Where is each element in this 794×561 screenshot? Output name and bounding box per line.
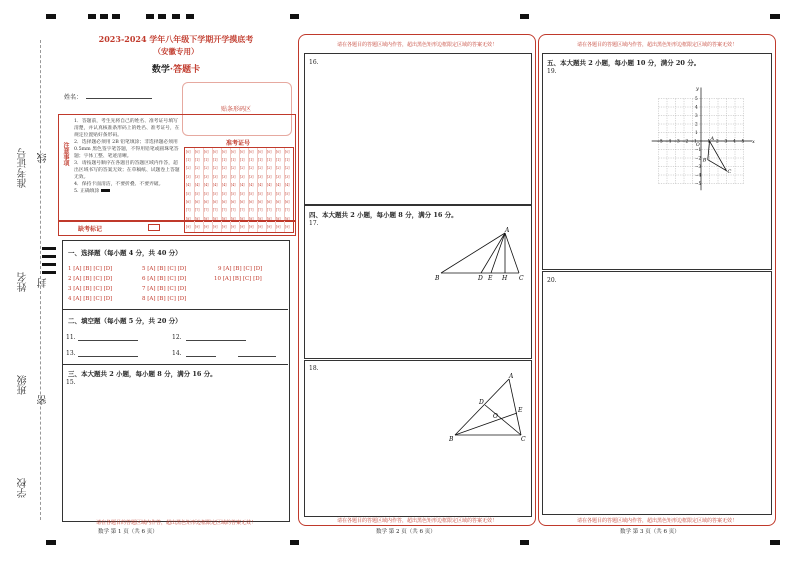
exam-no-bubble[interactable]: [0] — [195, 149, 200, 154]
exam-no-bubble[interactable]: [2] — [267, 166, 272, 171]
exam-no-bubble[interactable]: [2] — [240, 166, 245, 171]
q18-vertex-d: D — [479, 399, 484, 406]
exam-no-bubble[interactable]: [0] — [186, 149, 191, 154]
registration-mark — [100, 14, 108, 19]
absent-checkbox[interactable] — [148, 224, 160, 231]
exam-no-bubble[interactable]: [8] — [213, 216, 218, 221]
exam-no-bubble[interactable]: [8] — [285, 216, 290, 221]
exam-no-bubble[interactable]: [3] — [222, 174, 227, 179]
notice-item: 2．选择题必须用 2B 铅笔填涂；非选择题必须用 0.5mm 黑色签字笔答题，不得用铅笔或圆珠笔答题；字体工整、笔迹清晰。 — [74, 140, 179, 159]
exam-no-bubble[interactable]: [3] — [285, 174, 290, 179]
exam-no-bubble[interactable]: [1] — [285, 157, 290, 162]
q16-label: 16. — [309, 59, 319, 66]
exam-no-bubble[interactable]: [5] — [186, 191, 191, 196]
exam-no-bubble[interactable]: [3] — [240, 174, 245, 179]
side-seal: 封 — [38, 278, 49, 288]
exam-no-bubble[interactable]: [2] — [258, 166, 263, 171]
registration-mark — [42, 271, 56, 274]
side-line: 线 — [38, 153, 49, 163]
y-tick-label: 1 — [695, 130, 698, 135]
exam-no-bubble[interactable]: [4] — [267, 183, 272, 188]
panel-page-1 — [58, 34, 294, 524]
fill-example — [74, 188, 180, 195]
exam-no-bubble[interactable]: [7] — [213, 208, 218, 213]
x-tick-label: 3 — [724, 138, 728, 144]
q17-vertex-h: H — [502, 275, 508, 282]
exam-no-bubble[interactable]: [9] — [267, 225, 272, 230]
x-tick-label: 2 — [716, 138, 719, 144]
footer-warning: 请在各题目的答题区域内作答，超出黑色矩形边框限定区域的答案无效！ — [95, 520, 256, 526]
exam-no-bubble[interactable]: [6] — [195, 199, 200, 204]
exam-no-title: 准考证号 — [225, 140, 250, 147]
side-school: 学校 — [18, 478, 29, 498]
notice-item: 4．保持卡面清洁，不要折叠、不要弄破。 — [74, 182, 164, 187]
exam-no-bubble[interactable]: [9] — [285, 225, 290, 230]
exam-no-bubble[interactable]: [4] — [195, 183, 200, 188]
exam-no-bubble[interactable]: [8] — [267, 216, 272, 221]
x-axis-label: x — [752, 139, 755, 145]
exam-no-bubble[interactable]: [5] — [195, 191, 200, 196]
exam-no-bubble[interactable]: [8] — [222, 216, 227, 221]
exam-no-bubble[interactable]: [9] — [249, 225, 254, 230]
answer-area — [62, 240, 290, 522]
registration-mark — [770, 14, 780, 19]
q17-vertex-b: B — [435, 275, 440, 282]
side-name: 姓名 — [18, 272, 29, 292]
exam-no-bubble[interactable]: [8] — [195, 216, 200, 221]
y-tick-label: 3 — [695, 113, 698, 118]
x-tick-label: 5 — [741, 138, 745, 144]
exam-no-bubble[interactable]: [4] — [258, 183, 263, 188]
q18-label: 18. — [309, 365, 319, 372]
exam-no-bubble[interactable]: [7] — [231, 208, 236, 213]
exam-no-bubble[interactable]: [9] — [240, 225, 245, 230]
vertex-a: A — [710, 136, 715, 142]
side-exam-no: 准考证号 — [18, 148, 29, 188]
name-field[interactable] — [86, 98, 152, 99]
notice-text — [74, 118, 180, 195]
registration-mark — [46, 14, 56, 19]
y-axis-label: y — [696, 86, 699, 92]
triangle-abc — [707, 138, 728, 171]
section-choice-title: 一、选择题（每小题 4 分，共 40 分） — [68, 249, 182, 257]
q18-vertex-e: E — [518, 407, 523, 414]
exam-no-bubble[interactable]: [6] — [276, 199, 281, 204]
exam-no-bubble[interactable]: [3] — [267, 174, 272, 179]
registration-mark — [158, 14, 166, 19]
registration-mark — [46, 540, 56, 545]
exam-no-bubble[interactable]: [0] — [204, 149, 209, 154]
exam-no-bubble[interactable]: [3] — [249, 174, 254, 179]
exam-no-bubble[interactable]: [3] — [186, 174, 191, 179]
exam-no-bubble[interactable]: [0] — [240, 149, 245, 154]
x-tick-label: 4 — [733, 138, 736, 144]
exam-no-bubble[interactable]: [7] — [267, 208, 272, 213]
section-fill-title: 二、填空题（每小题 5 分，共 20 分） — [68, 317, 182, 325]
panel-page-2 — [298, 34, 536, 526]
panel-page-3 — [538, 34, 776, 526]
exam-no-bubble[interactable]: [6] — [213, 199, 218, 204]
x-tick-label: −4 — [665, 138, 672, 144]
section-three-title: 三、本大题共 2 小题，每小题 8 分，满分 16 分。 — [68, 370, 217, 378]
exam-no-bubble[interactable]: [4] — [186, 183, 191, 188]
q20-label: 20. — [547, 277, 557, 284]
absent-label: 缺考标记 — [78, 226, 103, 233]
q17-vertex-c: C — [519, 275, 524, 282]
y-tick-label: 4 — [695, 104, 698, 110]
exam-no-bubble[interactable]: [0] — [213, 149, 218, 154]
q14-label: 14. — [172, 350, 182, 357]
q16-answer-box[interactable] — [304, 53, 532, 205]
exam-title: 2023-2024 学年八年级下学期开学摸底考 — [98, 34, 254, 44]
top-warning: 请在各题目的答题区域内作答，超出黑色矩形边框限定区域的答案无效！ — [336, 42, 497, 48]
exam-no-bubble[interactable]: [0] — [267, 149, 272, 154]
x-tick-label: −5 — [656, 138, 663, 144]
exam-no-bubble[interactable]: [3] — [204, 174, 209, 179]
section-divider — [62, 309, 288, 310]
exam-no-bubble[interactable]: [2] — [249, 166, 254, 171]
exam-no-bubble[interactable]: [7] — [249, 208, 254, 213]
y-tick-label: −1 — [695, 147, 702, 152]
q17-figure — [429, 225, 529, 285]
exam-no-bubble[interactable]: [8] — [249, 216, 254, 221]
q17-vertex-e: E — [488, 275, 493, 282]
exam-no-bubble[interactable]: [7] — [186, 208, 191, 213]
exam-no-bubble[interactable]: [4] — [285, 183, 290, 188]
registration-mark — [520, 540, 529, 545]
q18-vertex-o: O — [493, 413, 498, 420]
q17-vertex-d: D — [478, 275, 483, 282]
exam-no-bubble[interactable]: [2] — [231, 166, 236, 171]
exam-no-bubble[interactable]: [2] — [186, 166, 191, 171]
vertex-c: C — [727, 168, 732, 175]
exam-no-bubble[interactable]: [2] — [213, 166, 218, 171]
page-number-2: 数学 第 2 页（共 6 页） — [376, 529, 436, 535]
exam-no-bubble[interactable]: [7] — [204, 208, 209, 213]
notice-item: 3．请按题号顺序在各题目的答题区域内作答，超出区域书写的答案无效；在草稿纸、试题卷上答题无效。 — [74, 161, 180, 180]
q13-label: 13. — [66, 350, 76, 357]
exam-no-bubble[interactable]: [5] — [204, 191, 209, 196]
exam-no-bubble[interactable]: [0] — [231, 149, 236, 154]
exam-no-bubble[interactable]: [3] — [231, 174, 236, 179]
exam-no-bubble[interactable]: [6] — [231, 199, 236, 204]
registration-mark — [770, 540, 780, 545]
exam-no-bubble[interactable]: [2] — [285, 166, 290, 171]
q17-vertex-a: A — [505, 227, 510, 234]
q13-answer-line[interactable] — [78, 356, 138, 357]
exam-no-bubble[interactable]: [3] — [213, 174, 218, 179]
exam-no-bubble[interactable]: [6] — [258, 199, 263, 204]
exam-no-bubble[interactable]: [4] — [249, 183, 254, 188]
exam-no-bubble[interactable]: [6] — [204, 199, 209, 204]
exam-no-bubble[interactable]: [5] — [222, 191, 227, 196]
card-title-separator: · — [169, 65, 174, 75]
exam-no-bubble[interactable]: [1] — [267, 157, 272, 162]
q18-vertex-b: B — [449, 436, 454, 443]
registration-mark — [42, 247, 56, 250]
q12-label: 12. — [172, 334, 182, 341]
q19-label: 19. — [547, 68, 557, 75]
q17-label: 17. — [309, 220, 319, 227]
exam-no-bubble[interactable]: [0] — [222, 149, 227, 154]
exam-no-bubble[interactable]: [9] — [276, 225, 281, 230]
exam-no-bubble[interactable]: [8] — [204, 216, 209, 221]
registration-mark — [172, 14, 180, 19]
origin-label: O — [696, 143, 700, 148]
exam-no-bubble[interactable]: [1] — [186, 157, 191, 162]
exam-no-bubble[interactable]: [2] — [222, 166, 227, 171]
exam-no-bubble[interactable]: [9] — [186, 225, 191, 230]
q18-vertex-c: C — [521, 436, 526, 443]
choice-row-6[interactable]: 6 [A] [B] [C] [D] — [142, 276, 187, 282]
exam-no-bubble[interactable]: [5] — [231, 191, 236, 196]
exam-no-bubble[interactable]: [8] — [186, 216, 191, 221]
y-tick-label: −3 — [695, 164, 702, 169]
exam-no-bubble[interactable]: [0] — [276, 149, 281, 154]
registration-mark — [112, 14, 120, 19]
exam-no-bubble[interactable]: [3] — [258, 174, 263, 179]
barcode-label: 贴条形码区 — [220, 106, 251, 113]
exam-no-bubble[interactable]: [3] — [276, 174, 281, 179]
exam-no-bubble[interactable]: [5] — [213, 191, 218, 196]
exam-no-bubble[interactable]: [0] — [285, 149, 290, 154]
exam-no-bubble[interactable]: [1] — [276, 157, 281, 162]
footer-warning: 请在各题目的答题区域内作答，超出黑色矩形边框限定区域的答案无效！ — [336, 518, 497, 524]
q15-label: 15. — [66, 379, 76, 386]
exam-no-bubble[interactable]: [4] — [213, 183, 218, 188]
exam-no-bubble[interactable]: [8] — [276, 216, 281, 221]
q19-coordinate-grid — [651, 83, 761, 201]
q14-answer-line-a[interactable] — [186, 356, 216, 357]
page-number-1: 数学 第 1 页（共 6 页） — [98, 529, 158, 535]
choice-row-9[interactable]: 9 [A] [B] [C] [D] — [218, 266, 263, 272]
vertex-b: B — [702, 157, 707, 164]
registration-mark — [290, 540, 299, 545]
q18-vertex-a: A — [509, 373, 514, 380]
exam-no-bubble[interactable]: [8] — [231, 216, 236, 221]
exam-no-bubble[interactable]: [6] — [285, 199, 290, 204]
choice-row-2[interactable]: 2 [A] [B] [C] [D] — [68, 276, 113, 282]
registration-mark — [42, 255, 56, 258]
notice-label: 注意事项 — [62, 142, 69, 166]
notice-item: 1．答题前，考生先将自己的姓名、准考证号填写清楚，并认真核准条形码上的姓名、准考证号，在规定位置贴好条形码。 — [74, 119, 180, 138]
choice-row-1[interactable]: 1 [A] [B] [C] [D] — [68, 266, 113, 272]
exam-no-bubble[interactable]: [7] — [222, 208, 227, 213]
choice-row-5[interactable]: 5 [A] [B] [C] [D] — [142, 266, 187, 272]
q11-label: 11. — [66, 334, 76, 341]
choice-row-7[interactable]: 7 [A] [B] [C] [D] — [142, 286, 187, 292]
exam-no-bubble[interactable]: [1] — [231, 157, 236, 162]
registration-mark — [520, 14, 529, 19]
page-number-3: 数学 第 3 页（共 6 页） — [620, 529, 680, 535]
exam-no-bubble[interactable]: [4] — [231, 183, 236, 188]
registration-mark — [88, 14, 96, 19]
exam-no-bubble[interactable]: [9] — [204, 225, 209, 230]
choice-row-3[interactable]: 3 [A] [B] [C] [D] — [68, 286, 113, 292]
exam-no-bubble[interactable]: [5] — [267, 191, 272, 196]
exam-no-bubble[interactable]: [9] — [195, 225, 200, 230]
y-tick-label: 5 — [695, 96, 698, 101]
exam-no-bubble[interactable]: [6] — [240, 199, 245, 204]
y-tick-label: −5 — [695, 181, 702, 186]
exam-no-bubble[interactable]: [7] — [240, 208, 245, 213]
exam-no-bubble[interactable]: [5] — [249, 191, 254, 196]
exam-no-bubble[interactable]: [4] — [240, 183, 245, 188]
exam-no-bubble[interactable]: [4] — [204, 183, 209, 188]
exam-no-bubble[interactable]: [4] — [222, 183, 227, 188]
side-dense: 密 — [38, 395, 49, 405]
footer-warning: 请在各题目的答题区域内作答，超出黑色矩形边框限定区域的答案无效！ — [576, 518, 737, 524]
exam-no-bubble[interactable]: [5] — [285, 191, 290, 196]
exam-no-bubble[interactable]: [5] — [258, 191, 263, 196]
exam-no-bubble[interactable]: [0] — [258, 149, 263, 154]
exam-no-bubble[interactable]: [2] — [276, 166, 281, 171]
x-tick-label: −1 — [690, 138, 697, 144]
exam-no-bubble[interactable]: [4] — [276, 183, 281, 188]
section-four-title: 四、本大题共 2 小题，每小题 8 分，满分 16 分。 — [309, 211, 458, 219]
section-divider — [62, 364, 288, 365]
exam-no-bubble[interactable]: [5] — [240, 191, 245, 196]
exam-no-bubble[interactable]: [7] — [258, 208, 263, 213]
exam-no-bubble[interactable]: [1] — [195, 157, 200, 162]
x-tick-label: −3 — [673, 138, 680, 144]
exam-no-bubble[interactable]: [8] — [240, 216, 245, 221]
section-five-title: 五、本大题共 2 小题，每小题 10 分，满分 20 分。 — [547, 59, 701, 67]
registration-mark — [186, 14, 194, 19]
exam-no-bubble[interactable]: [5] — [276, 191, 281, 196]
exam-no-bubble[interactable]: [1] — [213, 157, 218, 162]
q20-answer-box[interactable] — [542, 271, 772, 515]
exam-no-bubble[interactable]: [1] — [204, 157, 209, 162]
exam-no-bubble[interactable]: [1] — [240, 157, 245, 162]
exam-no-bubble[interactable]: [2] — [204, 166, 209, 171]
card-title — [58, 62, 294, 75]
exam-no-bubble[interactable]: [9] — [213, 225, 218, 230]
exam-no-bubble[interactable]: [1] — [249, 157, 254, 162]
exam-no-bubble[interactable]: [9] — [258, 225, 263, 230]
exam-no-bubble[interactable]: [2] — [195, 166, 200, 171]
exam-no-bubble[interactable]: [8] — [258, 216, 263, 221]
exam-no-bubble[interactable]: [6] — [186, 199, 191, 204]
exam-no-bubble[interactable]: [7] — [285, 208, 290, 213]
fill-example-label: 5. 正确填涂 — [74, 189, 100, 194]
exam-no-bubble[interactable]: [6] — [222, 199, 227, 204]
y-tick-label: −2 — [695, 155, 702, 161]
exam-no-bubble[interactable]: [1] — [222, 157, 227, 162]
x-tick-label: 1 — [707, 138, 711, 144]
exam-no-bubble[interactable]: [0] — [249, 149, 254, 154]
exam-no-bubble[interactable]: [6] — [267, 199, 272, 204]
q18-figure — [449, 373, 529, 443]
q11-answer-line[interactable] — [78, 340, 138, 341]
filled-bubble-example — [101, 189, 110, 192]
name-label: 姓名： — [64, 94, 83, 101]
choice-row-8[interactable]: 8 [A] [B] [C] [D] — [142, 296, 187, 302]
q12-answer-line[interactable] — [186, 340, 246, 341]
card-title-name: 答题卡 — [173, 65, 201, 75]
exam-no-bubble[interactable]: [7] — [195, 208, 200, 213]
top-warning: 请在各题目的答题区域内作答，超出黑色矩形边框限定区域的答案无效！ — [576, 42, 737, 48]
registration-mark — [42, 263, 56, 266]
card-title-subject: 数学 — [151, 65, 170, 75]
registration-mark — [290, 14, 299, 19]
registration-mark — [146, 14, 154, 19]
exam-no-bubble[interactable]: [7] — [276, 208, 281, 213]
exam-edition: （安徽专用） — [153, 47, 199, 56]
choice-row-10[interactable]: 10 [A] [B] [C] [D] — [214, 276, 262, 282]
side-class: 班级 — [18, 375, 29, 395]
exam-no-bubble[interactable]: [6] — [249, 199, 254, 204]
exam-no-bubble[interactable]: [9] — [222, 225, 227, 230]
choice-row-4[interactable]: 4 [A] [B] [C] [D] — [68, 296, 113, 302]
exam-no-bubble[interactable]: [3] — [195, 174, 200, 179]
exam-no-bubble[interactable]: [1] — [258, 157, 263, 162]
x-tick-label: −2 — [682, 138, 689, 144]
y-tick-label: −4 — [695, 172, 702, 178]
y-tick-label: 2 — [695, 121, 698, 127]
q14-answer-line-b[interactable] — [238, 356, 276, 357]
exam-no-bubble[interactable]: [9] — [231, 225, 236, 230]
